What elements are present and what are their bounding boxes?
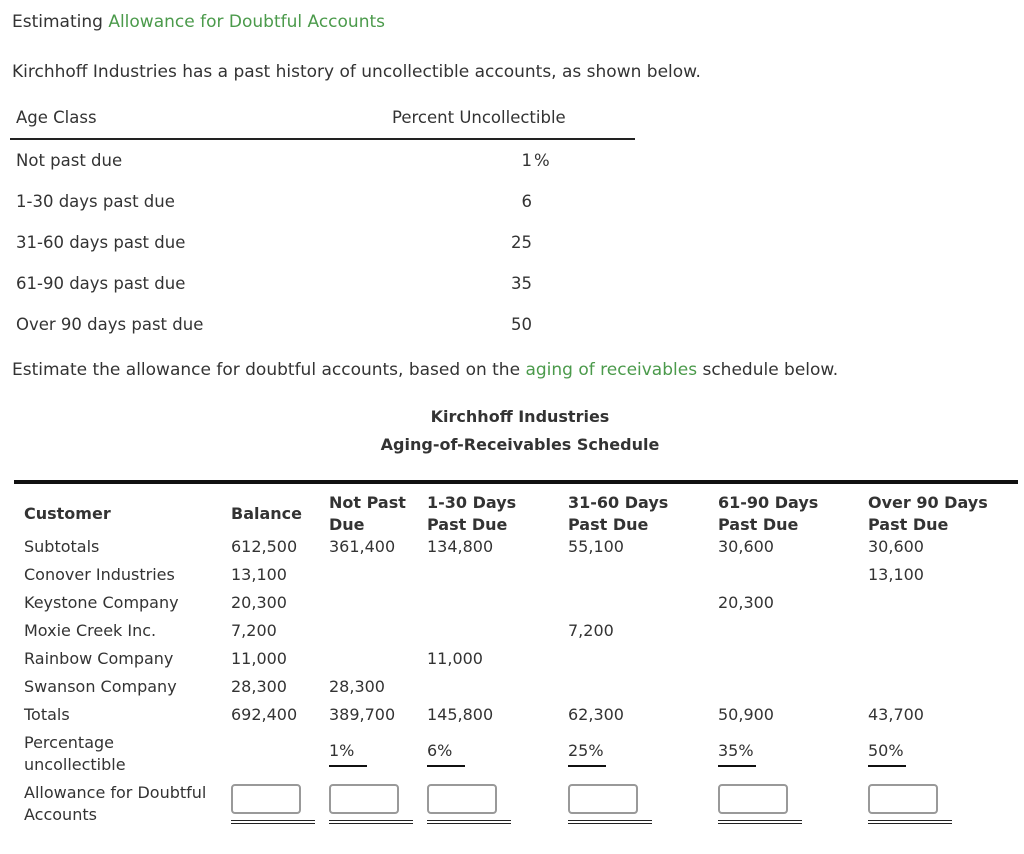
header-row xyxy=(14,482,1018,536)
amount-cell xyxy=(417,620,558,648)
table-row xyxy=(14,704,1018,732)
table-row xyxy=(14,676,1018,704)
history-row xyxy=(16,192,616,211)
column-header xyxy=(858,482,1018,536)
amount-cell: 11,000 xyxy=(427,649,483,668)
age-class: Over 90 days past due xyxy=(16,315,204,334)
customer-name: Keystone Company xyxy=(24,593,179,612)
amount-cell xyxy=(708,564,858,592)
history-row xyxy=(16,274,616,293)
amount-cell: 30,600 xyxy=(718,537,774,556)
amount-cell xyxy=(858,620,1018,648)
table-row xyxy=(14,536,1018,564)
allowance-input[interactable] xyxy=(231,784,301,814)
instr-before: Estimate the allowance for doubtful accounts, based on the xyxy=(12,360,526,380)
amount-cell: 7,200 xyxy=(568,621,614,640)
amount-cell: 28,300 xyxy=(329,677,385,696)
amount-cell: 28,300 xyxy=(231,677,287,696)
allowance-input[interactable] xyxy=(868,784,938,814)
customer-name: Subtotals xyxy=(24,537,100,556)
customer-name: Swanson Company xyxy=(24,677,177,696)
amount-cell xyxy=(558,564,708,592)
allowance-row xyxy=(14,782,1018,826)
amount-cell: 50,900 xyxy=(718,705,774,724)
amount-cell: 692,400 xyxy=(231,705,298,724)
amount-cell: 389,700 xyxy=(329,705,396,724)
amount-cell: 134,800 xyxy=(427,537,494,556)
customer-name: Conover Industries xyxy=(24,565,175,584)
pct-cell xyxy=(417,732,558,782)
allowance-cell xyxy=(319,782,417,826)
percent-value: 25 xyxy=(511,233,532,252)
pct-value: 50% xyxy=(868,740,906,767)
empty-cell xyxy=(221,732,319,782)
amount-cell: 145,800 xyxy=(427,705,494,724)
amount-cell: 361,400 xyxy=(329,537,396,556)
allowance-cell xyxy=(417,782,558,826)
amount-cell: 43,700 xyxy=(868,705,924,724)
amount-cell xyxy=(319,564,417,592)
amount-cell xyxy=(558,676,708,704)
customer-name: Moxie Creek Inc. xyxy=(24,621,157,640)
history-header xyxy=(10,108,635,140)
double-underline xyxy=(427,820,511,824)
double-underline xyxy=(718,820,802,824)
table-row xyxy=(14,592,1018,620)
amount-cell xyxy=(319,648,417,676)
percent-value: 35 xyxy=(511,274,532,293)
amount-cell: 30,600 xyxy=(868,537,924,556)
history-row xyxy=(16,233,616,252)
instruction-text xyxy=(12,360,838,380)
column-header xyxy=(319,482,417,536)
double-underline xyxy=(329,820,413,824)
amount-cell: 20,300 xyxy=(231,593,287,612)
intro-text: Kirchhoff Industries has a past history of uncollectible accounts, as shown below. xyxy=(12,62,701,82)
age-class: 31-60 days past due xyxy=(16,233,186,252)
age-class: Not past due xyxy=(16,151,123,170)
aging-link[interactable]: aging of receivables xyxy=(525,360,698,380)
page-title xyxy=(12,12,385,32)
amount-cell: 62,300 xyxy=(568,705,624,724)
header-line: 1-30 Days xyxy=(427,493,517,512)
age-class: 61-90 days past due xyxy=(16,274,186,293)
amount-cell xyxy=(417,592,558,620)
allowance-cell xyxy=(221,782,319,826)
header-line: 61-90 Days xyxy=(718,493,819,512)
amount-cell: 13,100 xyxy=(868,565,924,584)
header-percent: Percent Uncollectible xyxy=(392,108,566,127)
amount-cell xyxy=(708,676,858,704)
amount-cell xyxy=(708,648,858,676)
column-header xyxy=(558,482,708,536)
header-age-class: Age Class xyxy=(16,108,97,127)
customer-name: Totals xyxy=(24,705,70,724)
history-row xyxy=(16,315,616,334)
allowance-cell xyxy=(858,782,1018,826)
percent-value: 6 xyxy=(521,192,532,211)
pct-label xyxy=(14,732,221,782)
percentage-row xyxy=(14,732,1018,782)
double-underline xyxy=(568,820,652,824)
percent-value: 1 xyxy=(521,151,532,170)
header-line: Over 90 Days xyxy=(868,493,988,512)
header-line: Past Due xyxy=(568,515,649,534)
amount-cell: 55,100 xyxy=(568,537,624,556)
company-name: Kirchhoff Industries xyxy=(430,407,610,426)
amount-cell xyxy=(417,676,558,704)
amount-cell: 20,300 xyxy=(718,593,774,612)
double-underline xyxy=(868,820,952,824)
pct-cell xyxy=(708,732,858,782)
double-underline xyxy=(231,820,315,824)
amount-cell xyxy=(858,592,1018,620)
amount-cell xyxy=(417,564,558,592)
label-line: Allowance for Doubtful xyxy=(24,783,207,802)
column-header: Customer xyxy=(24,504,111,523)
amount-cell: 7,200 xyxy=(231,621,277,640)
customer-name: Rainbow Company xyxy=(24,649,174,668)
amount-cell: 612,500 xyxy=(231,537,298,556)
column-header xyxy=(708,482,858,536)
amount-cell xyxy=(858,676,1018,704)
column-header xyxy=(417,482,558,536)
amount-cell xyxy=(858,648,1018,676)
amount-cell: 11,000 xyxy=(231,649,287,668)
amount-cell xyxy=(319,620,417,648)
label-line: uncollectible xyxy=(24,755,126,774)
allowance-label xyxy=(14,782,221,826)
amount-cell xyxy=(708,620,858,648)
header-line: Due xyxy=(329,515,365,534)
header-line: Past Due xyxy=(718,515,799,534)
pct-cell xyxy=(858,732,1018,782)
schedule-heading xyxy=(0,403,1024,459)
column-header: Balance xyxy=(231,504,302,523)
pct-cell xyxy=(558,732,708,782)
label-line: Percentage xyxy=(24,733,115,752)
history-row xyxy=(16,151,616,170)
title-text: Estimating xyxy=(12,12,109,32)
schedule-title: Aging-of-Receivables Schedule xyxy=(380,435,660,454)
pct-value: 25% xyxy=(568,740,606,767)
allowance-link[interactable]: Allowance for Doubtful Accounts xyxy=(108,12,385,32)
allowance-input[interactable] xyxy=(718,784,788,814)
allowance-cell xyxy=(708,782,858,826)
pct-value: 1% xyxy=(329,740,367,767)
allowance-input[interactable] xyxy=(427,784,497,814)
header-line: 31-60 Days xyxy=(568,493,669,512)
age-class: 1-30 days past due xyxy=(16,192,175,211)
header-line: Past Due xyxy=(427,515,508,534)
allowance-cell xyxy=(558,782,708,826)
allowance-input[interactable] xyxy=(329,784,399,814)
label-line: Accounts xyxy=(24,805,97,824)
instr-after: schedule below. xyxy=(697,360,839,380)
percent-value: 50 xyxy=(511,315,532,334)
table-row xyxy=(14,564,1018,592)
table-row xyxy=(14,620,1018,648)
aging-table xyxy=(14,480,1018,826)
header-line: Past Due xyxy=(868,515,949,534)
amount-cell xyxy=(558,592,708,620)
allowance-input[interactable] xyxy=(568,784,638,814)
pct-value: 6% xyxy=(427,740,465,767)
header-line: Not Past xyxy=(329,493,406,512)
table-row xyxy=(14,648,1018,676)
pct-value: 35% xyxy=(718,740,756,767)
pct-cell xyxy=(319,732,417,782)
amount-cell: 13,100 xyxy=(231,565,287,584)
amount-cell xyxy=(558,648,708,676)
percent-sign: % xyxy=(534,151,550,170)
amount-cell xyxy=(319,592,417,620)
